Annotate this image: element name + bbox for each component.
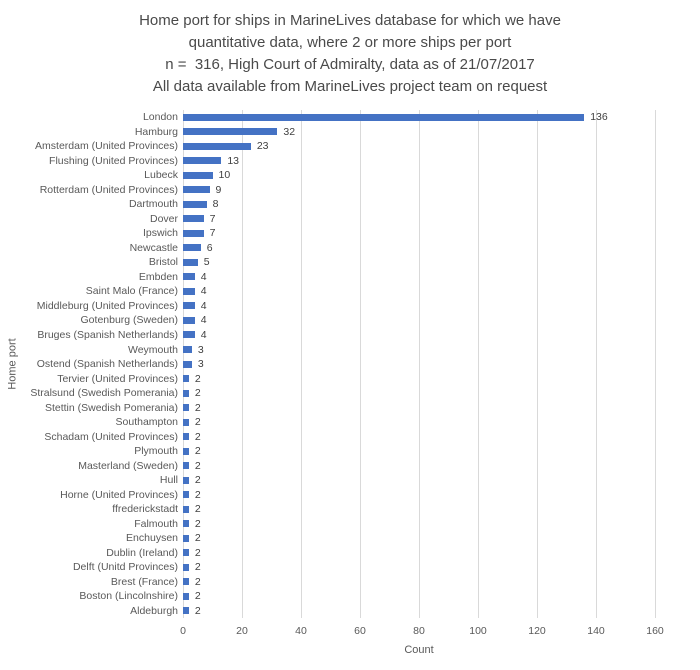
chart-row [0, 197, 700, 212]
category-label: Amsterdam (United Provinces) [35, 140, 178, 153]
category-label: Dover [149, 212, 178, 225]
bar [183, 549, 189, 556]
chart-row [0, 458, 700, 473]
category-label: London [142, 111, 178, 124]
bar [183, 375, 189, 382]
value-label: 2 [194, 488, 201, 501]
chart-row [0, 241, 700, 256]
chart-row [0, 429, 700, 444]
value-label: 2 [194, 430, 201, 443]
value-label: 5 [203, 256, 210, 269]
category-label: Ipswich [142, 227, 178, 240]
category-label: Plymouth [134, 445, 178, 458]
bar [183, 114, 584, 121]
category-label: Bruges (Spanish Netherlands) [37, 328, 178, 341]
bar [183, 491, 189, 498]
category-label: Hull [159, 474, 178, 487]
chart-row [0, 284, 700, 299]
value-label: 2 [194, 575, 201, 588]
category-label: Delft (Unitd Provinces) [72, 561, 178, 574]
value-label: 2 [194, 590, 201, 603]
value-label: 2 [194, 604, 201, 617]
chart-row [0, 415, 700, 430]
x-tick-label: 120 [528, 625, 546, 637]
category-label: Dublin (Ireland) [106, 546, 178, 559]
value-label: 2 [194, 474, 201, 487]
category-label: Southampton [115, 416, 178, 429]
category-label: Flushing (United Provinces) [49, 154, 178, 167]
chart-title-line-2: quantitative data, where 2 or more ships per port [188, 34, 512, 51]
bar [183, 288, 195, 295]
value-label: 2 [194, 372, 201, 385]
bar [183, 448, 189, 455]
value-label: 7 [209, 212, 216, 225]
bar [183, 361, 192, 368]
chart-row [0, 313, 700, 328]
bar [183, 564, 189, 571]
bar [183, 578, 189, 585]
chart-row [0, 255, 700, 270]
chart-row [0, 371, 700, 386]
bar [183, 215, 204, 222]
value-label: 4 [200, 270, 207, 283]
bar [183, 317, 195, 324]
chart-row [0, 357, 700, 372]
value-label: 2 [194, 546, 201, 559]
value-label: 4 [200, 299, 207, 312]
value-label: 2 [194, 561, 201, 574]
category-label: Embden [138, 270, 178, 283]
bar [183, 593, 189, 600]
value-label: 10 [218, 169, 231, 182]
bar [183, 230, 204, 237]
chart-row [0, 589, 700, 604]
bar [183, 302, 195, 309]
chart-row [0, 270, 700, 285]
bar [183, 186, 210, 193]
category-label: Tervier (United Provinces) [57, 372, 178, 385]
value-label: 4 [200, 328, 207, 341]
value-label: 2 [194, 517, 201, 530]
category-label: Masterland (Sweden) [78, 459, 178, 472]
bar [183, 462, 189, 469]
chart-row [0, 328, 700, 343]
chart-row [0, 487, 700, 502]
bar [183, 331, 195, 338]
bar [183, 433, 189, 440]
bar [183, 244, 201, 251]
category-label: Schadam (United Provinces) [44, 430, 178, 443]
category-label: ffrederickstadt [112, 503, 178, 516]
chart-title-line-1: Home port for ships in MarineLives database for which we have [139, 12, 561, 29]
value-label: 136 [590, 111, 608, 124]
category-label: Dartmouth [128, 198, 178, 211]
bar [183, 346, 192, 353]
x-tick-label: 140 [587, 625, 605, 637]
chart-row [0, 604, 700, 619]
chart-row [0, 502, 700, 517]
chart-row [0, 125, 700, 140]
chart-row [0, 299, 700, 314]
category-label: Boston (Lincolnshire) [79, 590, 178, 603]
value-label: 13 [227, 154, 240, 167]
value-label: 8 [212, 198, 219, 211]
bar [183, 404, 189, 411]
category-label: Stralsund (Swedish Pomerania) [30, 387, 178, 400]
bar [183, 535, 189, 542]
chart-row [0, 139, 700, 154]
bar [183, 477, 189, 484]
bar [183, 419, 189, 426]
value-label: 4 [200, 314, 207, 327]
x-axis-title: Count [404, 644, 434, 656]
category-label: Hamburg [134, 125, 178, 138]
value-label: 2 [194, 532, 201, 545]
chart-row [0, 212, 700, 227]
bar [183, 157, 221, 164]
bar [183, 506, 189, 513]
category-label: Newcastle [129, 241, 178, 254]
x-tick-label: 100 [469, 625, 487, 637]
bar [183, 259, 198, 266]
chart-row [0, 226, 700, 241]
category-label: Weymouth [128, 343, 178, 356]
category-label: Falmouth [134, 517, 178, 530]
category-label: Stettin (Swedish Pomerania) [44, 401, 178, 414]
category-label: Bristol [148, 256, 178, 269]
chart-row [0, 154, 700, 169]
value-label: 3 [197, 343, 204, 356]
bar [183, 520, 189, 527]
bar [183, 390, 189, 397]
x-tick-label: 80 [413, 625, 425, 637]
chart-title-line-3: n = 316, High Court of Admiralty, data as of 21/07/2017 [165, 56, 535, 73]
y-axis-title: Home port [7, 338, 20, 390]
value-label: 6 [206, 241, 213, 254]
value-label: 9 [215, 183, 222, 196]
value-label: 32 [283, 125, 296, 138]
chart-row [0, 560, 700, 575]
value-label: 2 [194, 503, 201, 516]
value-label: 2 [194, 459, 201, 472]
chart-row [0, 110, 700, 125]
chart-row [0, 183, 700, 198]
category-label: Aldeburgh [130, 604, 178, 617]
chart-row [0, 575, 700, 590]
x-tick-label: 20 [236, 625, 248, 637]
value-label: 23 [256, 140, 269, 153]
chart-row [0, 545, 700, 560]
value-label: 2 [194, 387, 201, 400]
value-label: 2 [194, 401, 201, 414]
bar [183, 273, 195, 280]
value-label: 4 [200, 285, 207, 298]
chart-row [0, 168, 700, 183]
bar [183, 143, 251, 150]
x-tick-label: 0 [180, 625, 186, 637]
x-tick-label: 40 [295, 625, 307, 637]
chart-row [0, 342, 700, 357]
chart-row [0, 444, 700, 459]
category-label: Lubeck [144, 169, 178, 182]
category-label: Ostend (Spanish Netherlands) [36, 358, 178, 371]
value-label: 3 [197, 358, 204, 371]
value-label: 7 [209, 227, 216, 240]
value-label: 2 [194, 445, 201, 458]
bar [183, 128, 277, 135]
chart-row [0, 386, 700, 401]
value-label: 2 [194, 416, 201, 429]
bar-rows [0, 110, 700, 618]
chart-row [0, 473, 700, 488]
chart-row [0, 400, 700, 415]
x-ticks [0, 625, 700, 641]
category-label: Horne (United Provinces) [60, 488, 178, 501]
chart-title-line-4: All data available from MarineLives project team on request [152, 78, 548, 95]
category-label: Saint Malo (France) [85, 285, 178, 298]
x-tick-label: 60 [354, 625, 366, 637]
bar [183, 172, 213, 179]
bar [183, 201, 207, 208]
category-label: Enchuysen [126, 532, 178, 545]
x-tick-label: 160 [646, 625, 664, 637]
chart-row [0, 531, 700, 546]
category-label: Gotenburg (Sweden) [80, 314, 178, 327]
category-label: Middleburg (United Provinces) [36, 299, 178, 312]
category-label: Rotterdam (United Provinces) [39, 183, 178, 196]
bar [183, 607, 189, 614]
category-label: Brest (France) [110, 575, 178, 588]
chart-row [0, 516, 700, 531]
chart-title [0, 0, 700, 98]
